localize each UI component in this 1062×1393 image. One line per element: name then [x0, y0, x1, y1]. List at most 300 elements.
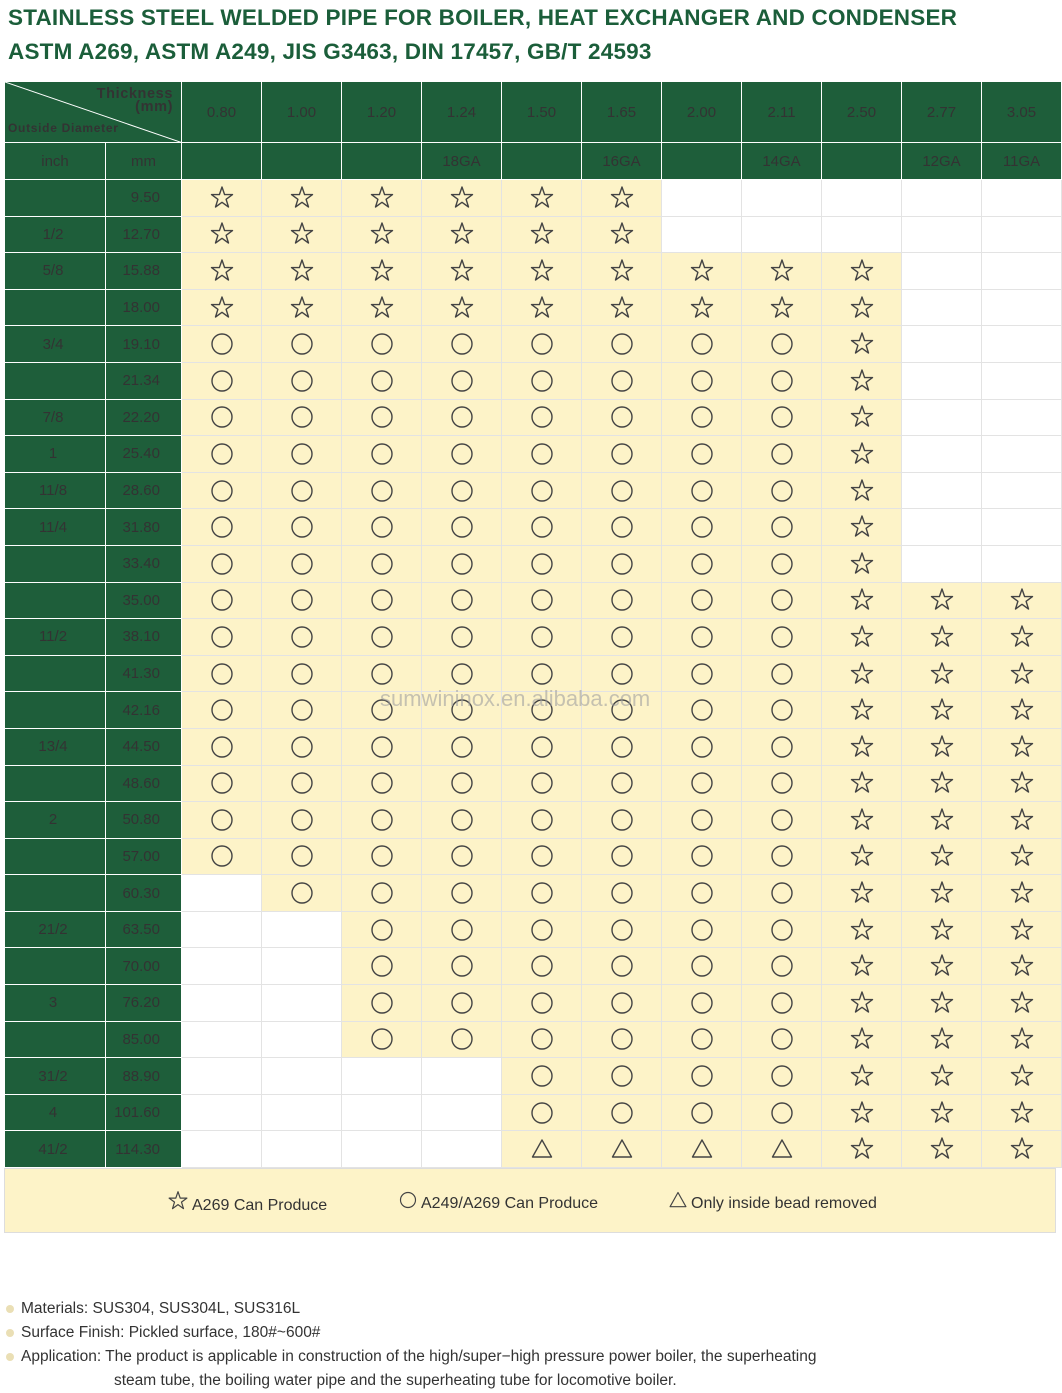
availability-cell: [982, 728, 1062, 765]
circle-icon: [689, 587, 715, 613]
availability-cell: [582, 216, 662, 253]
availability-cell: [502, 728, 582, 765]
availability-cell: [822, 399, 902, 436]
circle-icon: [209, 514, 235, 540]
availability-cell: [262, 655, 342, 692]
circle-icon: [289, 587, 315, 613]
availability-cell: [582, 472, 662, 509]
availability-cell: [822, 655, 902, 692]
star-icon: [289, 185, 315, 211]
circle-icon: [289, 807, 315, 833]
availability-cell: [982, 692, 1062, 729]
table-row: [5, 436, 1062, 473]
circle-icon: [449, 331, 475, 357]
star-icon: [1009, 661, 1035, 687]
empty-cell: [822, 216, 902, 253]
size-thickness-table: [4, 81, 1062, 1168]
star-icon: [1009, 624, 1035, 650]
availability-cell: [982, 1131, 1062, 1168]
circle-icon: [769, 331, 795, 357]
mm-cell: 41.30: [106, 655, 182, 692]
circle-icon: [369, 953, 395, 979]
availability-cell: [502, 180, 582, 217]
star-icon: [609, 221, 635, 247]
availability-cell: [982, 582, 1062, 619]
inch-cell: 11/4: [5, 509, 106, 546]
thickness-header-2.77: 2.77: [902, 82, 982, 143]
empty-cell: [262, 948, 342, 985]
availability-cell: [182, 692, 262, 729]
availability-cell: [582, 1058, 662, 1095]
availability-cell: [662, 619, 742, 656]
availability-cell: [262, 545, 342, 582]
circle-icon: [609, 331, 635, 357]
availability-cell: [822, 985, 902, 1022]
circle-icon: [289, 880, 315, 906]
availability-cell: [182, 436, 262, 473]
star-icon: [529, 221, 555, 247]
star-icon: [689, 258, 715, 284]
availability-cell: [822, 911, 902, 948]
circle-icon: [369, 880, 395, 906]
circle-icon: [689, 514, 715, 540]
star-icon: [1009, 734, 1035, 760]
empty-cell: [902, 509, 982, 546]
availability-cell: [742, 1131, 822, 1168]
availability-cell: [422, 838, 502, 875]
mm-cell: 35.00: [106, 582, 182, 619]
circle-icon: [529, 917, 555, 943]
circle-icon: [689, 1063, 715, 1089]
availability-cell: [182, 655, 262, 692]
inch-cell: [5, 692, 106, 729]
availability-cell: [422, 326, 502, 363]
gauge-header: [342, 143, 422, 180]
availability-cell: [582, 728, 662, 765]
availability-cell: [422, 180, 502, 217]
table-row: [5, 765, 1062, 802]
circle-icon: [529, 514, 555, 540]
circle-icon: [609, 807, 635, 833]
star-icon: [369, 185, 395, 211]
availability-cell: [342, 436, 422, 473]
availability-cell: [902, 582, 982, 619]
table-row: [5, 253, 1062, 290]
mm-cell: 60.30: [106, 875, 182, 912]
availability-cell: [182, 180, 262, 217]
star-icon: [1009, 880, 1035, 906]
circle-icon: [369, 734, 395, 760]
star-icon: [929, 770, 955, 796]
availability-cell: [822, 875, 902, 912]
circle-icon: [449, 770, 475, 796]
empty-cell: [982, 472, 1062, 509]
availability-cell: [902, 655, 982, 692]
circle-icon: [609, 1026, 635, 1052]
availability-cell: [182, 838, 262, 875]
availability-cell: [662, 802, 742, 839]
availability-cell: [582, 619, 662, 656]
availability-cell: [502, 399, 582, 436]
star-icon: [849, 624, 875, 650]
gauge-header: [662, 143, 742, 180]
empty-cell: [822, 180, 902, 217]
availability-cell: [502, 362, 582, 399]
circle-icon: [449, 661, 475, 687]
circle-icon: [369, 917, 395, 943]
availability-cell: [662, 948, 742, 985]
empty-cell: [662, 216, 742, 253]
star-icon: [929, 917, 955, 943]
thickness-header-0.80: 0.80: [182, 82, 262, 143]
thickness-header-1.50: 1.50: [502, 82, 582, 143]
star-icon: [929, 990, 955, 1016]
availability-cell: [822, 728, 902, 765]
availability-cell: [422, 1021, 502, 1058]
circle-icon: [529, 1026, 555, 1052]
star-icon: [849, 990, 875, 1016]
circle-icon: [449, 368, 475, 394]
availability-cell: [662, 728, 742, 765]
star-icon: [609, 295, 635, 321]
availability-cell: [662, 1058, 742, 1095]
star-icon: [289, 221, 315, 247]
star-icon: [849, 1100, 875, 1126]
circle-icon: [769, 661, 795, 687]
availability-cell: [742, 655, 822, 692]
availability-cell: [822, 948, 902, 985]
availability-cell: [182, 545, 262, 582]
availability-cell: [902, 985, 982, 1022]
circle-icon: [369, 441, 395, 467]
circle-icon: [529, 770, 555, 796]
circle-icon: [289, 368, 315, 394]
availability-cell: [662, 911, 742, 948]
star-icon: [609, 185, 635, 211]
circle-icon: [769, 1026, 795, 1052]
inch-cell: 7/8: [5, 399, 106, 436]
availability-cell: [262, 399, 342, 436]
bullet-dot: [6, 1305, 14, 1313]
availability-cell: [342, 326, 422, 363]
availability-cell: [742, 911, 822, 948]
availability-cell: [822, 582, 902, 619]
inch-cell: [5, 582, 106, 619]
thickness-header-1.65: 1.65: [582, 82, 662, 143]
circle-icon: [369, 1026, 395, 1052]
star-icon: [769, 258, 795, 284]
availability-cell: [742, 802, 822, 839]
availability-cell: [742, 509, 822, 546]
circle-icon: [289, 843, 315, 869]
triangle-icon: [769, 1136, 795, 1162]
star-icon: [929, 1136, 955, 1162]
table-row: [5, 472, 1062, 509]
availability-cell: [582, 509, 662, 546]
empty-cell: [902, 289, 982, 326]
availability-cell: [182, 472, 262, 509]
empty-cell: [662, 180, 742, 217]
circle-icon: [689, 1100, 715, 1126]
availability-cell: [742, 765, 822, 802]
availability-cell: [822, 765, 902, 802]
availability-cell: [662, 582, 742, 619]
availability-cell: [422, 948, 502, 985]
triangle-icon: [668, 1190, 688, 1210]
circle-icon: [689, 807, 715, 833]
availability-cell: [342, 216, 422, 253]
thickness-header-2.00: 2.00: [662, 82, 742, 143]
star-icon: [449, 185, 475, 211]
availability-cell: [822, 362, 902, 399]
availability-cell: [582, 582, 662, 619]
circle-icon: [689, 990, 715, 1016]
availability-cell: [422, 362, 502, 399]
availability-cell: [502, 509, 582, 546]
circle-icon: [689, 331, 715, 357]
circle-icon: [529, 587, 555, 613]
empty-cell: [982, 326, 1062, 363]
availability-cell: [982, 655, 1062, 692]
availability-cell: [742, 253, 822, 290]
mm-cell: 22.20: [106, 399, 182, 436]
circle-icon: [369, 843, 395, 869]
circle-icon: [529, 953, 555, 979]
availability-cell: [422, 985, 502, 1022]
star-icon: [929, 624, 955, 650]
note-text: SUS304, SUS304L, SUS316L: [92, 1300, 301, 1317]
star-icon: [769, 295, 795, 321]
star-icon: [849, 1136, 875, 1162]
availability-cell: [902, 948, 982, 985]
availability-cell: [822, 326, 902, 363]
circle-icon: [689, 441, 715, 467]
star-icon: [1009, 807, 1035, 833]
star-icon: [929, 953, 955, 979]
circle-icon: [449, 441, 475, 467]
circle-icon: [769, 770, 795, 796]
availability-cell: [822, 619, 902, 656]
availability-cell: [502, 619, 582, 656]
table-row: [5, 289, 1062, 326]
availability-cell: [662, 692, 742, 729]
availability-cell: [502, 216, 582, 253]
star-icon: [849, 331, 875, 357]
availability-cell: [422, 472, 502, 509]
circle-icon: [209, 624, 235, 650]
table-row: [5, 582, 1062, 619]
empty-cell: [902, 399, 982, 436]
circle-icon: [769, 697, 795, 723]
circle-icon: [689, 880, 715, 906]
availability-cell: [342, 875, 422, 912]
circle-icon: [609, 734, 635, 760]
availability-cell: [582, 362, 662, 399]
circle-icon: [209, 551, 235, 577]
availability-cell: [502, 1131, 582, 1168]
availability-cell: [502, 472, 582, 509]
availability-cell: [902, 1094, 982, 1131]
table-row: [5, 1021, 1062, 1058]
availability-cell: [502, 948, 582, 985]
circle-icon: [449, 551, 475, 577]
availability-cell: [662, 838, 742, 875]
circle-icon: [449, 404, 475, 430]
circle-icon: [449, 478, 475, 504]
table-row: [5, 619, 1062, 656]
star-icon: [929, 734, 955, 760]
availability-cell: [822, 545, 902, 582]
availability-cell: [502, 326, 582, 363]
star-icon: [849, 441, 875, 467]
empty-cell: [262, 985, 342, 1022]
empty-cell: [182, 1058, 262, 1095]
star-icon: [1009, 1100, 1035, 1126]
availability-cell: [502, 436, 582, 473]
circle-icon: [369, 404, 395, 430]
availability-cell: [422, 765, 502, 802]
circle-icon: [769, 624, 795, 650]
empty-cell: [342, 1131, 422, 1168]
star-icon: [209, 295, 235, 321]
circle-icon: [529, 404, 555, 430]
availability-cell: [822, 509, 902, 546]
availability-cell: [662, 399, 742, 436]
circle-icon: [529, 734, 555, 760]
circle-icon: [689, 917, 715, 943]
availability-cell: [582, 875, 662, 912]
availability-cell: [262, 802, 342, 839]
circle-icon: [449, 843, 475, 869]
empty-cell: [262, 1094, 342, 1131]
mm-cell: 21.34: [106, 362, 182, 399]
availability-cell: [822, 253, 902, 290]
availability-cell: [582, 838, 662, 875]
mm-cell: 18.00: [106, 289, 182, 326]
availability-cell: [262, 765, 342, 802]
availability-cell: [342, 509, 422, 546]
note-text-continued: steam tube, the boiling water pipe and the superheating tube for locomotive boiler.: [114, 1372, 677, 1389]
triangle-icon: [689, 1136, 715, 1162]
circle-icon: [689, 478, 715, 504]
circle-icon: [609, 551, 635, 577]
availability-cell: [342, 985, 422, 1022]
star-icon: [849, 478, 875, 504]
circle-icon: [369, 331, 395, 357]
note-materials: [6, 1297, 816, 1321]
availability-cell: [262, 509, 342, 546]
availability-cell: [262, 436, 342, 473]
availability-cell: [502, 253, 582, 290]
star-icon: [929, 587, 955, 613]
empty-cell: [422, 1131, 502, 1168]
circle-icon: [209, 661, 235, 687]
availability-cell: [902, 1021, 982, 1058]
corner-header: [5, 82, 182, 143]
star-icon: [849, 368, 875, 394]
empty-cell: [982, 436, 1062, 473]
circle-icon: [609, 624, 635, 650]
availability-cell: [902, 1058, 982, 1095]
inch-cell: [5, 1021, 106, 1058]
star-icon: [929, 843, 955, 869]
availability-cell: [662, 472, 742, 509]
table-row: [5, 728, 1062, 765]
star-icon: [849, 295, 875, 321]
availability-cell: [342, 253, 422, 290]
outside-diameter-label: Outside Diameter: [8, 121, 119, 135]
circle-icon: [529, 441, 555, 467]
mm-cell: 44.50: [106, 728, 182, 765]
inch-cell: [5, 875, 106, 912]
availability-cell: [582, 436, 662, 473]
circle-icon: [449, 514, 475, 540]
star-icon: [609, 258, 635, 284]
availability-cell: [182, 253, 262, 290]
table-row: [5, 509, 1062, 546]
gauge-header: 11GA: [982, 143, 1062, 180]
star-icon: [849, 807, 875, 833]
availability-cell: [342, 472, 422, 509]
circle-icon: [769, 953, 795, 979]
availability-cell: [982, 765, 1062, 802]
legend-circle: [398, 1190, 598, 1213]
table-row: [5, 985, 1062, 1022]
circle-icon: [609, 368, 635, 394]
circle-icon: [689, 624, 715, 650]
availability-cell: [262, 472, 342, 509]
mm-cell: 114.30: [106, 1131, 182, 1168]
circle-icon: [398, 1190, 418, 1210]
availability-cell: [742, 545, 822, 582]
mm-cell: 57.00: [106, 838, 182, 875]
availability-cell: [822, 1094, 902, 1131]
gauge-header: 18GA: [422, 143, 502, 180]
availability-cell: [422, 509, 502, 546]
empty-cell: [982, 253, 1062, 290]
notes-list: [6, 1297, 816, 1393]
availability-cell: [342, 911, 422, 948]
mm-cell: 85.00: [106, 1021, 182, 1058]
circle-icon: [609, 1063, 635, 1089]
circle-icon: [529, 661, 555, 687]
circle-icon: [529, 807, 555, 833]
circle-icon: [289, 514, 315, 540]
empty-cell: [742, 216, 822, 253]
availability-cell: [902, 728, 982, 765]
empty-cell: [982, 545, 1062, 582]
empty-cell: [262, 911, 342, 948]
empty-cell: [982, 216, 1062, 253]
star-icon: [209, 258, 235, 284]
availability-cell: [262, 619, 342, 656]
empty-cell: [262, 1058, 342, 1095]
availability-cell: [342, 362, 422, 399]
availability-cell: [902, 875, 982, 912]
availability-cell: [902, 692, 982, 729]
gauge-header: [262, 143, 342, 180]
star-icon: [209, 221, 235, 247]
table-row: [5, 362, 1062, 399]
availability-cell: [662, 1021, 742, 1058]
circle-icon: [289, 624, 315, 650]
circle-icon: [289, 478, 315, 504]
circle-icon: [609, 843, 635, 869]
circle-icon: [609, 917, 635, 943]
availability-cell: [742, 1021, 822, 1058]
triangle-icon: [609, 1136, 635, 1162]
availability-cell: [262, 875, 342, 912]
